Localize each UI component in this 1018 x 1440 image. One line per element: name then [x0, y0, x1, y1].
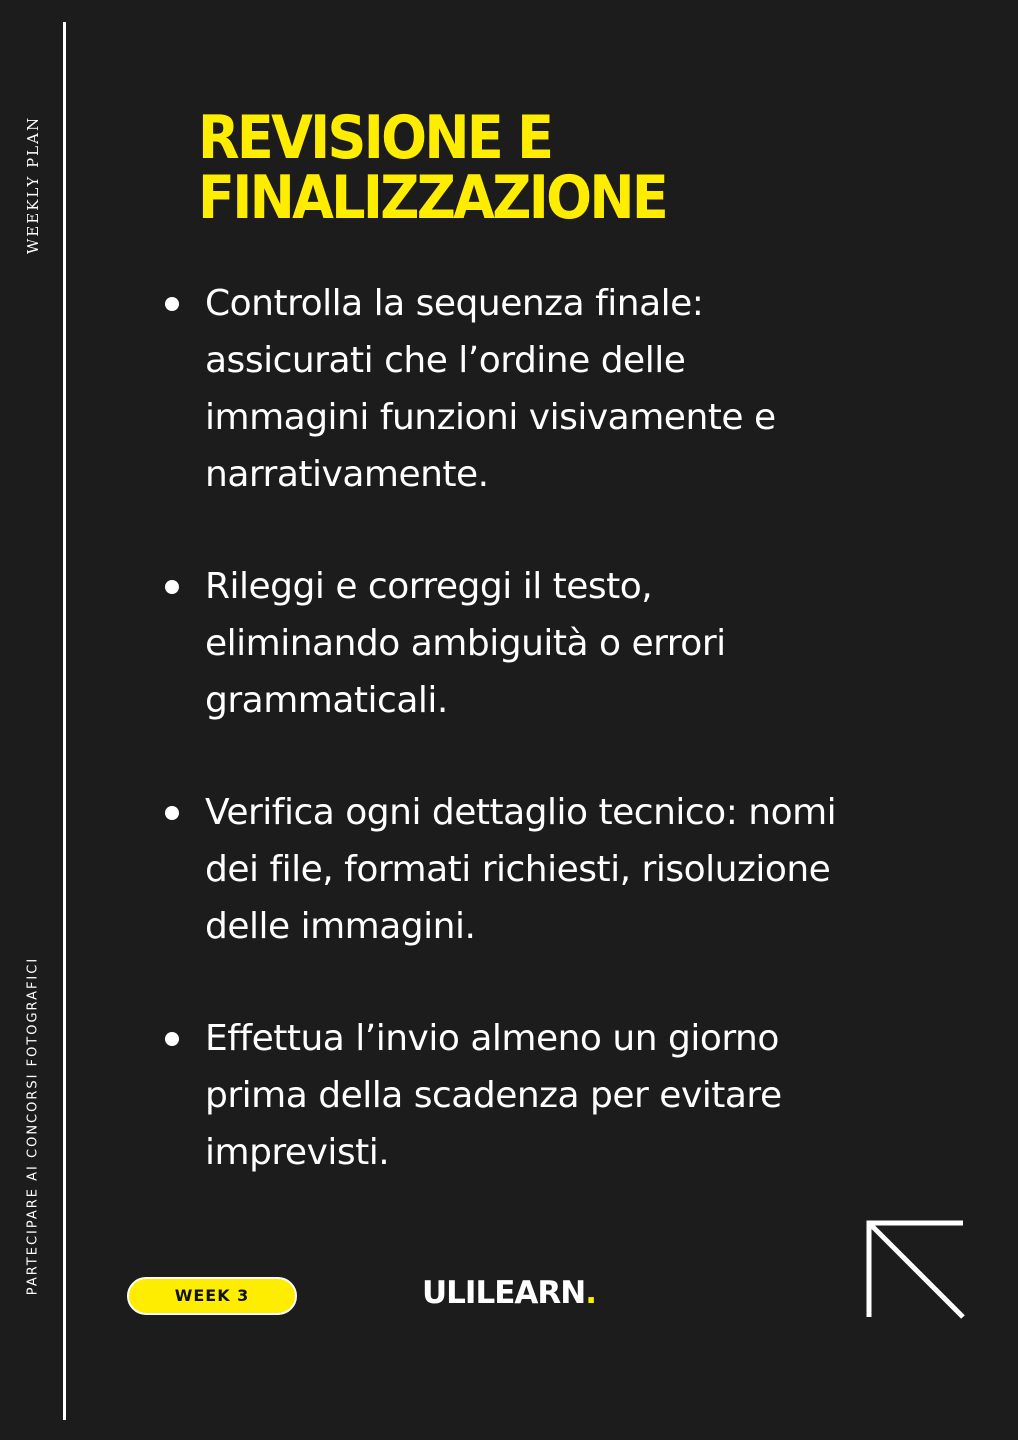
page-title-line-2: FINALIZZAZIONE	[198, 163, 667, 233]
page-title	[198, 103, 667, 233]
task-item: Controlla la sequenza finale: assicurati che l’ordine delle immagini funzioni visivamente e narrativamente.	[205, 275, 845, 503]
arrow-up-left-icon	[866, 1220, 966, 1320]
task-item: Effettua l’invio almeno un giorno prima della scadenza per evitare imprevisti.	[205, 1010, 845, 1181]
week-badge: WEEK 3	[127, 1277, 297, 1315]
brand-logo-dot: .	[585, 1275, 596, 1311]
task-item: Rileggi e correggi il testo, eliminando ambiguità o errori grammaticali.	[205, 558, 845, 729]
task-item: Verifica ogni dettaglio tecnico: nomi dei file, formati richiesti, risoluzione delle immagini.	[205, 784, 845, 955]
task-list	[205, 275, 845, 1181]
sidebar-weekly-plan-label: WEEKLY PLAN	[24, 115, 42, 255]
brand-logo-text: ULILEARN	[422, 1275, 586, 1311]
page-title-line-1: REVISIONE E	[198, 103, 552, 173]
vertical-divider	[63, 22, 66, 1420]
brand-logo	[422, 1275, 596, 1311]
sidebar-course-title: PARTECIPARE AI CONCORSI FOTOGRAFICI	[25, 956, 41, 1296]
